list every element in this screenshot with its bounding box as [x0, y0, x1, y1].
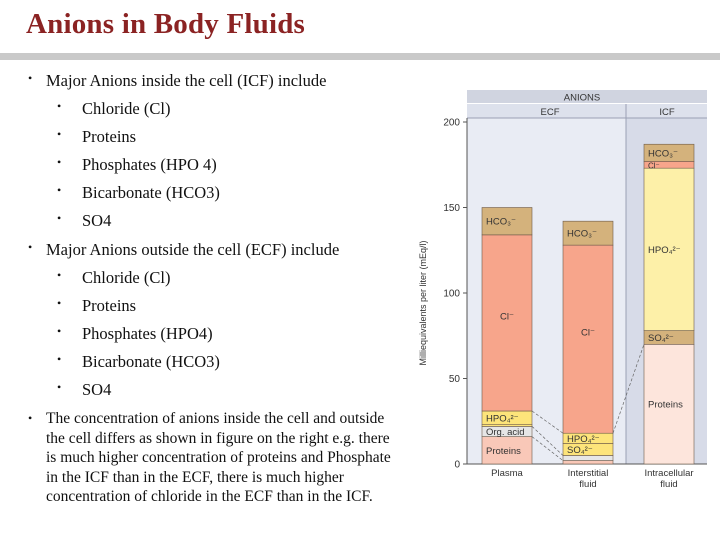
ecf-heading: • Major Anions outside the cell (ECF) include — [46, 240, 339, 260]
y-axis-label: Milliequivalents per liter (mEq/l) — [418, 240, 428, 366]
icf-item-phosphates: • Phosphates (HPO 4) — [82, 155, 217, 175]
ecf-item-phosphates: • Phosphates (HPO4) — [82, 324, 213, 344]
x-category-label-line: Interstitial — [567, 468, 609, 479]
y-tick-label: 200 — [443, 117, 460, 129]
y-tick-label: 50 — [448, 374, 460, 385]
icf-item-bicarbonate: • Bicarbonate (HCO3) — [82, 183, 220, 203]
icf-heading: • Major Anions inside the cell (ICF) include — [46, 71, 326, 91]
bar-label-0-proteins: Proteins — [486, 445, 521, 457]
ecf-item-chloride: • Chloride (Cl) — [82, 268, 170, 288]
anions-chart-svg — [412, 84, 712, 494]
bar-label-2-hco3: HCO₃⁻ — [648, 148, 678, 160]
y-tick-label: 150 — [443, 203, 460, 214]
icf-item-chloride: • Chloride (Cl) — [82, 99, 170, 119]
ecf-item-sulfate: • SO4 — [82, 380, 111, 400]
anions-chart — [412, 84, 712, 494]
bar-label-0-cl: Cl⁻ — [500, 311, 514, 323]
bar-segment-1-proteins — [563, 461, 613, 464]
x-category-label-2 — [644, 468, 693, 490]
bar-label-2-so4: SO₄²⁻ — [648, 332, 674, 344]
bar-label-2-proteins: Proteins — [648, 399, 683, 411]
x-category-label-line: fluid — [579, 479, 597, 490]
bar-label-2-cl: Cl⁻ — [648, 161, 660, 171]
ecf-item-bicarbonate: • Bicarbonate (HCO3) — [82, 352, 220, 372]
bar-label-1-cl: Cl⁻ — [581, 327, 595, 339]
bar-segment-0-cl — [482, 235, 532, 411]
bar-label-1-so4: SO₄²⁻ — [567, 444, 593, 456]
y-tick-label: 0 — [454, 459, 460, 471]
bar-label-2-hpo4: HPO₄²⁻ — [648, 244, 681, 256]
explanation-paragraph: • The concentration of anions inside the cell and outside the cell differs as shown in figure on the right e.g. there is much higher concentration of proteins and Phosphate in the ICF than in the ECF, there is much higher concentration of chloride in the ECF than in the ICF. — [46, 409, 398, 507]
icf-item-proteins: • Proteins — [82, 127, 136, 147]
slide-title: Anions in Body Fluids — [26, 8, 306, 40]
ecf-item-proteins: • Proteins — [82, 296, 136, 316]
bar-label-0-hpo4: HPO₄²⁻ — [486, 413, 519, 425]
x-category-label-line: fluid — [660, 479, 678, 490]
y-tick-label: 100 — [443, 288, 460, 300]
bar-label-1-hpo4: HPO₄²⁻ — [567, 433, 600, 445]
chart-title: ANIONS — [563, 92, 601, 104]
x-category-label-1 — [568, 468, 609, 490]
x-category-label-line: Plasma — [491, 468, 523, 479]
icf-item-sulfate: • SO4 — [82, 211, 111, 231]
bar-label-0-org-acid: Org. acid — [486, 427, 525, 439]
x-category-label-line: Intracellular — [644, 468, 694, 479]
bar-segment-1-org-acid — [563, 455, 613, 460]
x-category-label-0 — [491, 468, 523, 479]
bar-segment-1-cl — [563, 245, 613, 433]
bar-label-1-hco3: HCO₃⁻ — [567, 228, 597, 240]
group-label-icf: ICF — [659, 107, 675, 118]
group-label-ecf: ECF — [540, 107, 560, 118]
bar-label-0-hco3: HCO₃⁻ — [486, 216, 516, 228]
